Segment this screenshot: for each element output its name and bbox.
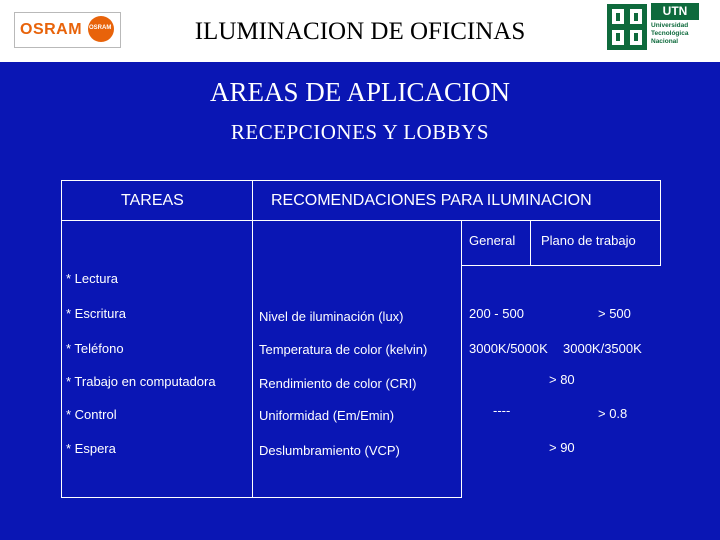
value-kelvin-general: 3000K/5000K [469, 341, 548, 356]
task-item: * Lectura [66, 271, 119, 286]
utn-emblem-icon [607, 4, 647, 50]
value-lux-general: 200 - 500 [469, 306, 524, 321]
utn-sub-line: Universidad [651, 22, 689, 29]
task-item: * Control [66, 407, 117, 422]
value-kelvin-plano: 3000K/3500K [563, 341, 642, 356]
value-lux-plano: > 500 [598, 306, 631, 321]
column-header-tareas: TAREAS [121, 192, 184, 209]
column-header-recomendaciones: RECOMENDACIONES PARA ILUMINACION [271, 192, 592, 209]
subheader-general: General [469, 233, 516, 248]
param-label: Rendimiento de color (CRI) [259, 376, 417, 391]
utn-sub-line: Tecnológica [651, 30, 689, 37]
param-label: Temperatura de color (kelvin) [259, 342, 428, 357]
table-tareas-column [61, 220, 253, 498]
value-uniformity-general: ---- [493, 403, 511, 418]
utn-sub-line: Nacional [651, 38, 679, 45]
osram-circle-text: OSRAM [89, 25, 112, 31]
osram-logo-text: OSRAM [20, 21, 83, 38]
param-label: Nivel de iluminación (lux) [259, 309, 404, 324]
value-uniformity-plano: > 0.8 [598, 406, 628, 421]
slide-subtitle: AREAS DE APLICACION [209, 77, 511, 107]
task-item: * Teléfono [66, 341, 124, 356]
task-item: * Escritura [66, 306, 126, 321]
param-label: Uniformidad (Em/Emin) [259, 408, 395, 423]
page-title: ILUMINACION DE OFICINAS [194, 18, 526, 45]
utn-logo [607, 2, 713, 54]
task-item: * Espera [66, 441, 116, 456]
value-cri: > 80 [549, 372, 575, 387]
task-item: * Trabajo en computadora [66, 374, 216, 389]
section-title: RECEPCIONES Y LOBBYS [230, 120, 490, 144]
param-label: Deslumbramiento (VCP) [259, 443, 400, 458]
subheader-plano-trabajo: Plano de trabajo [541, 233, 636, 248]
value-vcp: > 90 [549, 440, 575, 455]
header-bar [0, 0, 720, 62]
utn-university-name [651, 22, 713, 46]
utn-name: UTN [651, 3, 699, 20]
